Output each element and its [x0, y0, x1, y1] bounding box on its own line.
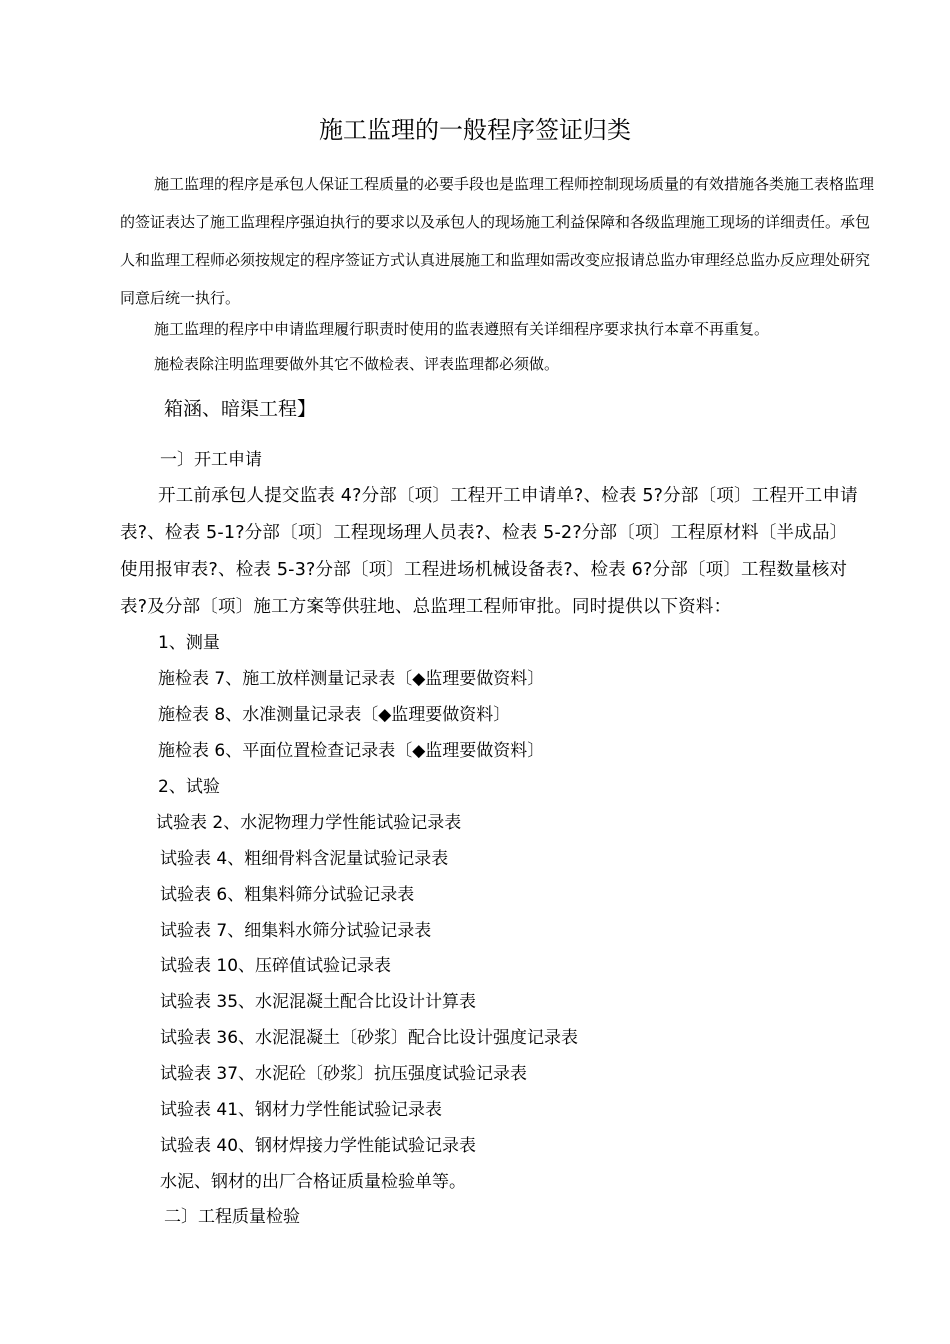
- list-item: 施检表 6、平面位置检查记录表〔◆监理要做资料〕: [158, 741, 545, 761]
- list-item: 施检表 8、水准测量记录表〔◆监理要做资料〕: [158, 705, 511, 725]
- list-item: 试验表 10、压碎值试验记录表: [160, 956, 392, 976]
- list-item: 试验表 6、粗集料筛分试验记录表: [160, 885, 415, 905]
- list-item: 施检表 7、施工放样测量记录表〔◆监理要做资料〕: [158, 669, 545, 689]
- list-item: 试验表 4、粗细骨料含泥量试验记录表: [160, 849, 449, 869]
- list-item: 试验表 2、水泥物理力学性能试验记录表: [156, 813, 462, 833]
- subsection-heading-quality-inspection: 二〕工程质量检验: [164, 1207, 300, 1227]
- list-item: 试验表 7、细集料水筛分试验记录表: [160, 921, 432, 941]
- intro-paragraph: 施检表除注明监理要做外其它不做检表、评表监理都必须做。: [154, 355, 560, 373]
- list-item: 试验表 36、水泥混凝土〔砂浆〕配合比设计强度记录表: [160, 1028, 579, 1048]
- list-item: 水泥、钢材的出厂合格证质量检验单等。: [160, 1172, 466, 1192]
- intro-paragraph: 施工监理的程序是承包人保证工程质量的必要手段也是监理工程师控制现场质量的有效措施各类施工表格监理的签证表达了施工监理程序强迫执行的要求以及承包人的现场施工利益保障和各级监理施工现场的详细责任。承包人和监理工程师必须按规定的程序签证方式认真进展施工和监理如需改变应报请总监办审理经总监办反应理处研究同意后统一执行。: [120, 175, 875, 307]
- section-heading: 箱涵、暗渠工程】: [164, 398, 317, 420]
- document-title: 施工监理的一般程序签证归类: [319, 116, 631, 144]
- list-item: 试验表 37、水泥砼〔砂浆〕抗压强度试验记录表: [160, 1064, 528, 1084]
- list-group-label-survey: 1、测量: [158, 633, 220, 653]
- subsection-heading-start-application: 一〕开工申请: [160, 450, 262, 470]
- list-item: 试验表 35、水泥混凝土配合比设计计算表: [160, 992, 477, 1012]
- list-item: 试验表 40、钢材焊接力学性能试验记录表: [160, 1136, 477, 1156]
- intro-paragraph: 施工监理的程序中申请监理履行职责时使用的监表遵照有关详细程序要求执行本章不再重复。: [154, 320, 770, 338]
- list-item: 试验表 41、钢材力学性能试验记录表: [160, 1100, 443, 1120]
- list-group-label-test: 2、试验: [158, 777, 220, 797]
- subsection-body-paragraph: 开工前承包人提交监表 4?分部〔项〕工程开工申请单?、检表 5?分部〔项〕工程开工申请表?、检表 5-1?分部〔项〕工程现场理人员表?、检表 5-2?分部〔项〕工程原材料〔半成品〕使用报审表?、检表 5-3?分部〔项〕工程进场机械设备表?、检表 6?分部〔项〕工程数量核对表?及分部〔项〕施工方案等供驻地、总监理工程师审批。同时提供以下资料：: [120, 486, 858, 617]
